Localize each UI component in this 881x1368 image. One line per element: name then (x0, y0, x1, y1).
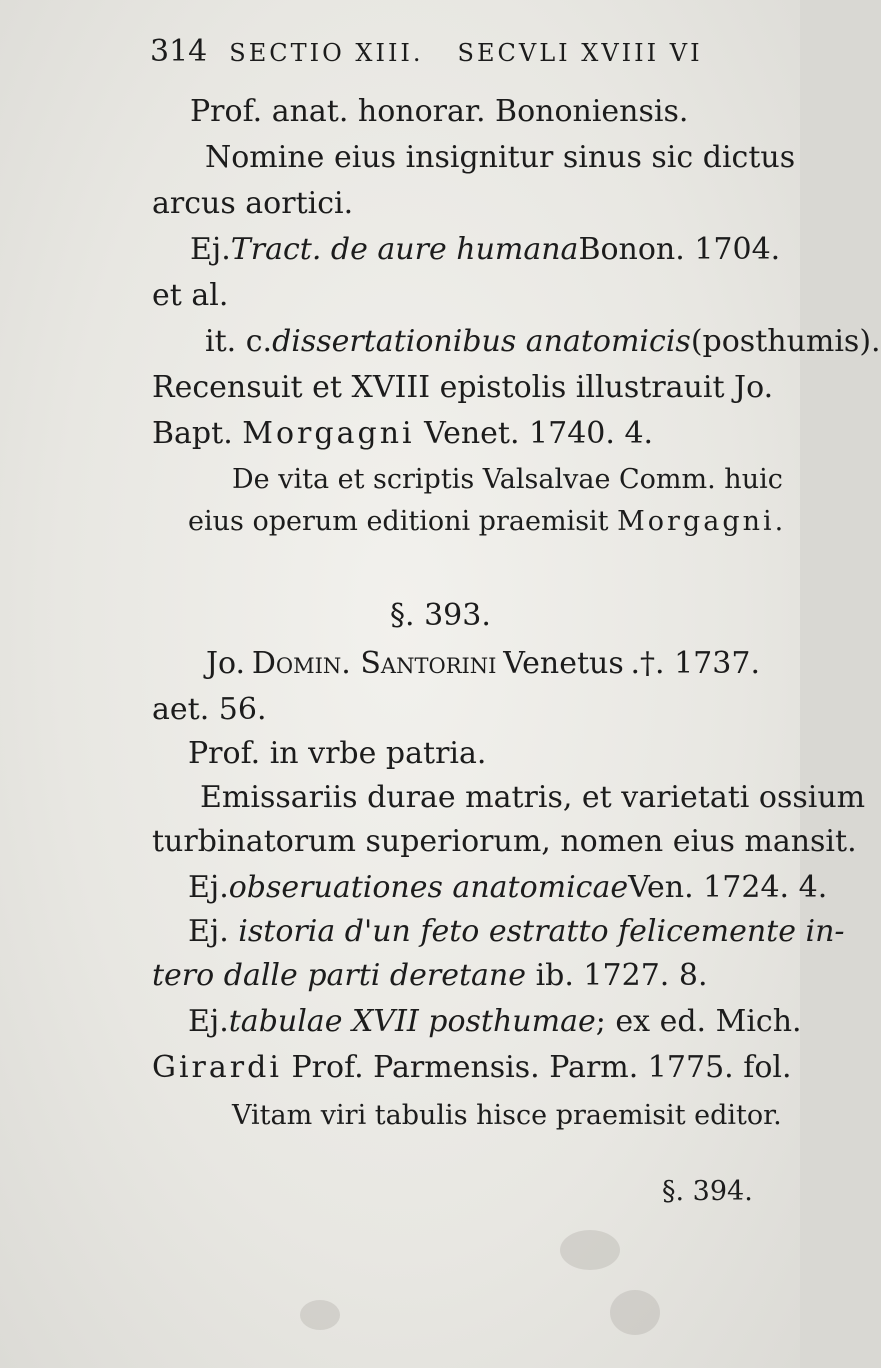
line-text: ib. 1727. 8. (535, 958, 708, 993)
line-text: Prof. anat. honorar. Bononiensis. (190, 94, 689, 129)
text-line (190, 92, 800, 132)
section-number: §. 394. (662, 1176, 753, 1207)
text-line (152, 822, 857, 862)
line-text: ; ex ed. Mich. (595, 1004, 802, 1039)
line-text: Prof. in vrbe patria. (188, 736, 487, 771)
paper-stain (560, 1230, 620, 1270)
book-title: tero dalle parti deretane (152, 958, 527, 993)
line-text: Bonon. 1704. (578, 232, 781, 267)
text-line (206, 644, 760, 684)
line-text: Ej. (188, 870, 229, 905)
text-line (152, 276, 800, 316)
line-text: Venet. 1740. 4. (424, 416, 654, 451)
line-text: .†. 1737. (630, 646, 760, 681)
text-line (188, 868, 828, 908)
line-text: Ej. (190, 232, 231, 267)
book-title: Tract. de aure humana (230, 232, 579, 267)
paper-stain (610, 1290, 660, 1335)
text-line (190, 230, 781, 270)
book-title: obseruationes anatomicae (228, 870, 629, 905)
book-title: istoria d'un feto estratto felicemente in- (238, 914, 845, 949)
text-line (152, 184, 800, 224)
author-name: Morgagni (242, 416, 415, 451)
line-text: Venetus (503, 646, 624, 681)
line-text: Vitam viri tabulis hisce praemisit editor. (232, 1100, 782, 1131)
line-text: Nomine eius insignitur sinus sic dictus (205, 140, 796, 175)
line-text: arcus aortici. (152, 186, 354, 221)
line-text: aet. 56. (152, 692, 267, 727)
line-text: Ven. 1724. 4. (628, 870, 828, 905)
catchword (662, 1172, 800, 1212)
line-text: Prof. Parmensis. Parm. 1775. fol. (291, 1050, 792, 1085)
author-name: Girardi (152, 1050, 282, 1085)
line-text: eius operum editioni praemisit (188, 506, 609, 537)
line-text: (posthumis). (690, 324, 881, 359)
page-number: 314 (150, 34, 208, 69)
text-line (188, 502, 800, 542)
running-header (150, 34, 760, 69)
text-line (188, 912, 845, 952)
text-line (232, 460, 800, 500)
paper-stain (300, 1300, 340, 1330)
text-line (205, 322, 881, 362)
author-name: Domin. Santorini (251, 646, 497, 681)
text-line (152, 956, 800, 996)
line-text: it. c. (205, 324, 273, 359)
line-text: Emissariis durae matris, et varietati ossium (200, 780, 866, 815)
section-number: §. 393. (390, 598, 491, 633)
text-line (152, 1048, 800, 1088)
line-text: De vita et scriptis Valsalvae Comm. huic (232, 464, 783, 495)
text-line (188, 734, 800, 774)
text-line (152, 414, 800, 454)
text-line (232, 1096, 800, 1136)
section-heading (390, 596, 800, 636)
line-text: Ej. (188, 1004, 229, 1039)
text-line (200, 778, 866, 818)
text-line (188, 1002, 802, 1042)
header-century: SECVLI XVIII VI (457, 39, 703, 67)
line-text: Jo. (206, 646, 246, 681)
line-text: Ej. (188, 914, 229, 949)
author-name: Morgagni. (617, 506, 787, 537)
line-text: Bapt. (152, 416, 233, 451)
text-line (205, 138, 796, 178)
line-text: et al. (152, 278, 229, 313)
header-section: SECTIO XIII. (229, 39, 424, 67)
line-text: Recensuit et XVIII epistolis illustrauit Jo. (152, 370, 774, 405)
line-text: turbinatorum superiorum, nomen eius mansit. (152, 824, 857, 859)
text-line (152, 368, 800, 408)
book-title: posthumae (428, 1004, 596, 1039)
book-title: dissertationibus anatomicis (272, 324, 691, 359)
text-line (152, 690, 800, 730)
book-title: tabulae XVII (228, 1004, 419, 1039)
